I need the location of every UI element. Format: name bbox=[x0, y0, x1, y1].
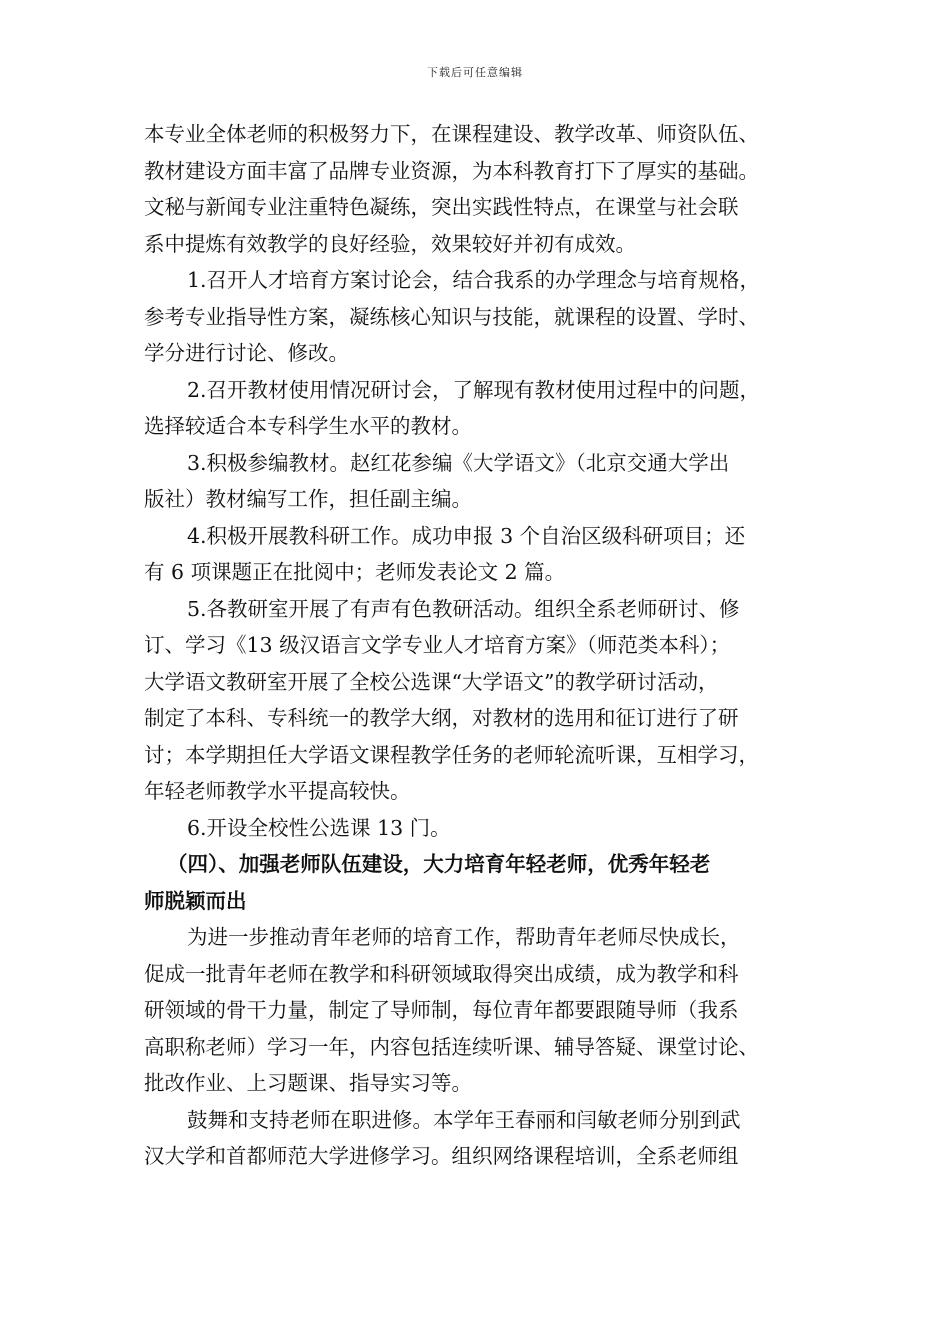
paragraph-line: 为进一步推动青年老师的培育工作，帮助青年老师尽快成长， bbox=[187, 925, 741, 949]
list-item-5-line: 5.各教研室开展了有声有色教研活动。组织全系老师研讨、修 bbox=[187, 596, 740, 621]
list-item-5-line: 年轻老师教学水平提高较快。 bbox=[144, 779, 411, 803]
paragraph-line: 研领域的骨干力量，制定了导师制，每位青年都要跟随导师（我系 bbox=[144, 998, 739, 1022]
paragraph-line: 汉大学和首都师范大学进修学习。组织网络课程培训，全系老师组 bbox=[144, 1144, 739, 1168]
list-item-2-line: 选择较适合本专科学生水平的教材。 bbox=[144, 414, 472, 438]
list-item-1-line: 参考专业指导性方案，凝练核心知识与技能，就课程的设置、学时、 bbox=[144, 304, 759, 329]
list-item-3-line: 版社）教材编写工作，担任副主编。 bbox=[144, 487, 472, 511]
paragraph-line: 高职称老师）学习一年，内容包括连续听课、辅导答疑、课堂讨论、 bbox=[144, 1034, 759, 1059]
list-item-3-line: 3.积极参编教材。赵红花参编《大学语文》（北京交通大学出 bbox=[187, 450, 730, 475]
list-item-4-line: 4.积极开展教科研工作。成功申报 3 个自治区级科研项目；还 bbox=[187, 523, 746, 548]
list-item-6-line: 6.开设全校性公选课 13 门。 bbox=[187, 815, 451, 840]
section-heading: 师脱颖而出 bbox=[144, 888, 247, 913]
list-item-5-line: 制定了本科、专科统一的教学大纲，对教材的选用和征订进行了研 bbox=[144, 706, 739, 730]
list-item-1-line: 学分进行讨论、修改。 bbox=[144, 341, 349, 365]
list-item-2-line: 2.召开教材使用情况研讨会，了解现有教材使用过程中的问题， bbox=[187, 377, 761, 402]
section-heading: （四）、加强老师队伍建设，大力培育年轻老师，优秀年轻老 bbox=[167, 852, 711, 876]
paragraph-line: 系中提炼有效教学的良好经验，效果较好并初有成效。 bbox=[144, 231, 636, 256]
paragraph-line: 促成一批青年老师在教学和科研领域取得突出成绩，成为教学和科 bbox=[144, 961, 739, 986]
paragraph-line: 教材建设方面丰富了品牌专业资源，为本科教育打下了厚实的基础。 bbox=[144, 158, 759, 183]
document-body bbox=[144, 116, 812, 1175]
paragraph-line: 批改作业、上习题课、指导实习等。 bbox=[144, 1071, 472, 1095]
list-item-4-line: 有 6 项课题正在批阅中；老师发表论文 2 篇。 bbox=[144, 560, 566, 584]
paragraph-line: 鼓舞和支持老师在职进修。本学年王春丽和闫敏老师分别到武 bbox=[187, 1107, 741, 1132]
list-item-5-line: 订、学习《13 级汉语言文学专业人才培育方案》（师范类本科）； bbox=[144, 633, 731, 657]
list-item-1-line: 1.召开人才培育方案讨论会，结合我系的办学理念与培育规格， bbox=[187, 268, 761, 292]
list-item-5-line: 大学语文教研室开展了全校公选课“大学语文”的教学研讨活动， bbox=[144, 669, 719, 694]
paragraph-line: 本专业全体老师的积极努力下，在课程建设、教学改革、师资队伍、 bbox=[144, 122, 759, 146]
list-item-5-line: 讨；本学期担任大学语文课程教学任务的老师轮流听课，互相学习， bbox=[144, 742, 759, 767]
header-note: 下载后可任意编辑 bbox=[427, 66, 523, 79]
paragraph-line: 文秘与新闻专业注重特色凝练，突出实践性特点，在课堂与社会联 bbox=[144, 195, 739, 219]
